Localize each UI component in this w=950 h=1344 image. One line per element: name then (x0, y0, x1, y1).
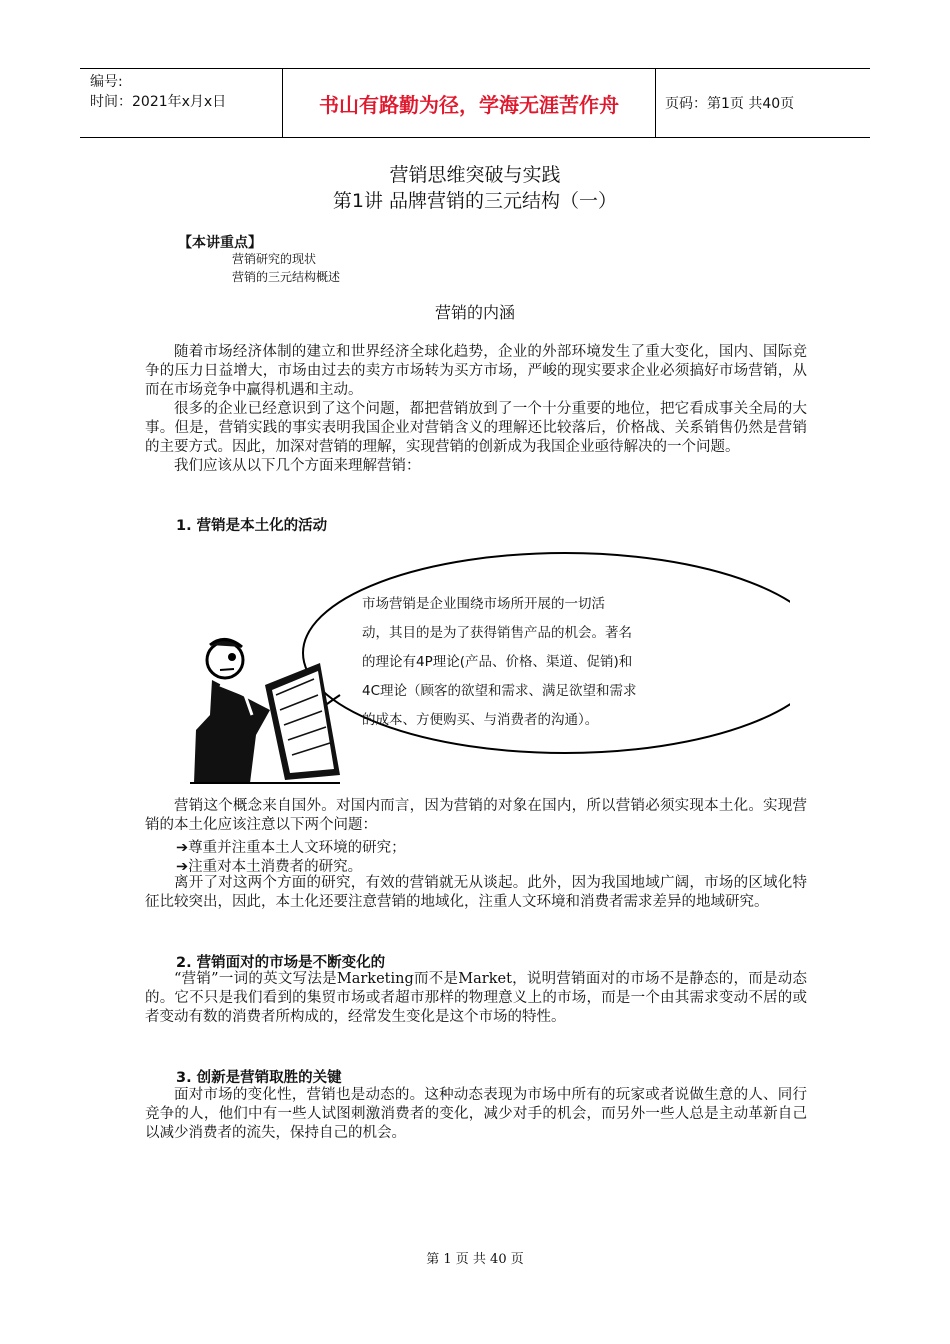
key-points-heading: 【本讲重点】 (178, 235, 262, 251)
section1-text-2 (145, 874, 807, 912)
section-heading: 3. 创新是营销取胜的关键 (176, 1070, 342, 1086)
document-title: 营销思维突破与实践 (389, 164, 561, 186)
intro-text (145, 343, 807, 476)
bubble-line: 市场营销是企业围绕市场所开展的一切活 (362, 596, 605, 612)
paragraph: “营销”一词的英文写法是Marketing而不是Market，说明营销面对的市场不是静态的，而是动态的。它不只是我们看到的集贸市场或者超市那样的物理意义上的市场，而是一个由其需求变动不居的或者变动有数的消费者所构成的，经常发生变化是这个市场的特性。 (145, 971, 807, 1025)
header-motto: 书山有路勤为径，学海无涯苦作舟 (282, 69, 656, 137)
paragraph: 面对市场的变化性，营销也是动态的。这种动态表现为市场中所有的玩家或者说做生意的人、同行竞争的人，他们中有一些人试图刺激消费者的变化，减少对手的机会，而另外一些人总是主动革新自己以减少消费者的流失，保持自己的机会。 (145, 1087, 807, 1141)
number-label: 编号: (90, 74, 123, 90)
key-point-item: 营销研究的现状 (232, 252, 317, 266)
bullet-item: ➔尊重并注重本土人文环境的研究； (176, 840, 406, 856)
bubble-text (362, 590, 702, 735)
header-meta (80, 69, 282, 137)
bubble-line: 4C理论（顾客的欲望和需求、满足欲望和需求 (362, 683, 637, 699)
section3-text (145, 1086, 807, 1143)
bubble-line: 的成本、方便购买、与消费者的沟通）。 (362, 712, 599, 728)
section1-text (145, 797, 807, 835)
section2-text (145, 970, 807, 1027)
key-point-item: 营销的三元结构概述 (232, 270, 341, 284)
man-with-book-icon (190, 639, 340, 783)
time-label: 时间：2021年x月x日 (90, 94, 227, 110)
section-title: 营销的内涵 (434, 303, 515, 322)
bubble-line: 动，其目的是为了获得销售产品的机会。著名 (362, 625, 632, 641)
section-heading: 2. 营销面对的市场是不断变化的 (176, 955, 386, 971)
bubble-line: 的理论有4P理论(产品、价格、渠道、促销)和 (362, 654, 633, 670)
header-page-info: 页码：第1页 共40页 (665, 96, 795, 112)
bullet-item: ➔注重对本土消费者的研究。 (176, 859, 363, 875)
page-header (80, 68, 870, 138)
paragraph: 很多的企业已经意识到了这个问题，都把营销放到了一个十分重要的地位，把它看成事关全局的大事。但是，营销实践的事实表明我国企业对营销含义的理解还比较落后，价格战、关系销售仍然是营销的主要方式。因此，加深对营销的理解，实现营销的创新成为我国企业亟待解决的一个问题。 (145, 401, 807, 455)
page-footer: 第 1 页 共 40 页 (426, 1252, 524, 1267)
paragraph: 随着市场经济体制的建立和世界经济全球化趋势，企业的外部环境发生了重大变化，国内、国际竞争的压力日益增大，市场由过去的卖方市场转为买方市场，严峻的现实要求企业必须搞好市场营销，从而在市场竞争中赢得机遇和主动。 (145, 344, 807, 398)
paragraph: 我们应该从以下几个方面来理解营销： (174, 458, 421, 474)
paragraph: 营销这个概念来自国外。对国内而言，因为营销的对象在国内，所以营销必须实现本土化。实现营销的本土化应该注意以下两个问题： (145, 798, 807, 833)
paragraph: 离开了对这两个方面的研究，有效的营销就无从谈起。此外，因为我国地域广阔，市场的区域化特征比较突出，因此，本土化还要注意营销的地域化，注重人文环境和消费者需求差异的地域研究。 (145, 875, 807, 910)
section-heading: 1. 营销是本土化的活动 (176, 518, 328, 534)
lecture-title: 第1讲 品牌营销的三元结构（一） (332, 190, 618, 212)
